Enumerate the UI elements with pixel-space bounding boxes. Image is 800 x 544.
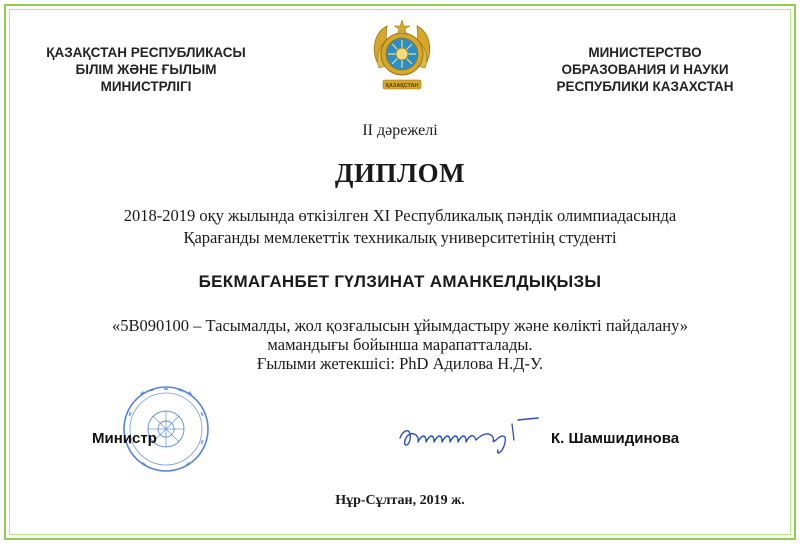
ministry-russian-line: ОБРАЗОВАНИЯ И НАУКИ [561, 62, 729, 77]
specialty-line: мамандығы бойынша марапатталады. [267, 335, 533, 354]
diploma-title: ДИПЛОМ [334, 158, 466, 188]
minister-label: Министр [92, 430, 157, 447]
specialty-line: «5В090100 – Тасымалды, жол қозғалысын ұйымдастыру және көлікті пайдалану» [111, 316, 689, 335]
recipient-name: БЕКМАГАНБЕТ ГҮЛЗИНАТ АМАНКЕЛДЫҚЫЗЫ [198, 272, 602, 291]
ministry-kazakh-line: МИНИСТРЛІГІ [100, 79, 192, 94]
signature-icon [392, 404, 542, 464]
place-and-date: Нұр-Сұлтан, 2019 ж. [335, 493, 465, 508]
official-stamp-icon [120, 383, 212, 475]
supervisor-line: Ғылыми жетекшісі: PhD Адилова Н.Д-У. [256, 354, 544, 373]
ministry-russian-header [510, 44, 780, 95]
ministry-russian-line: МИНИСТЕРСТВО [588, 45, 702, 60]
kazakhstan-state-emblem-icon [369, 18, 435, 98]
ministry-kazakh-header [26, 44, 266, 95]
ministry-kazakh-line: ҚАЗАҚСТАН РЕСПУБЛИКАСЫ [46, 45, 246, 60]
award-description-line: 2018-2019 оқу жылында өткізілген XI Республикалық пәндік олимпиадасында [123, 206, 677, 225]
ministry-kazakh-line: БІЛІМ ЖӘНЕ ҒЫЛЫМ [75, 62, 217, 77]
ministry-russian-line: РЕСПУБЛИКИ КАЗАХСТАН [556, 79, 734, 94]
award-description-line: Қарағанды мемлекеттік техникалық университетінің студенті [183, 228, 617, 247]
emblem-ribbon-text: ҚАЗАҚСТАН [385, 83, 419, 89]
diploma-degree: II дәрежелі [362, 122, 438, 139]
signer-name: К. Шамшидинова [551, 430, 680, 447]
